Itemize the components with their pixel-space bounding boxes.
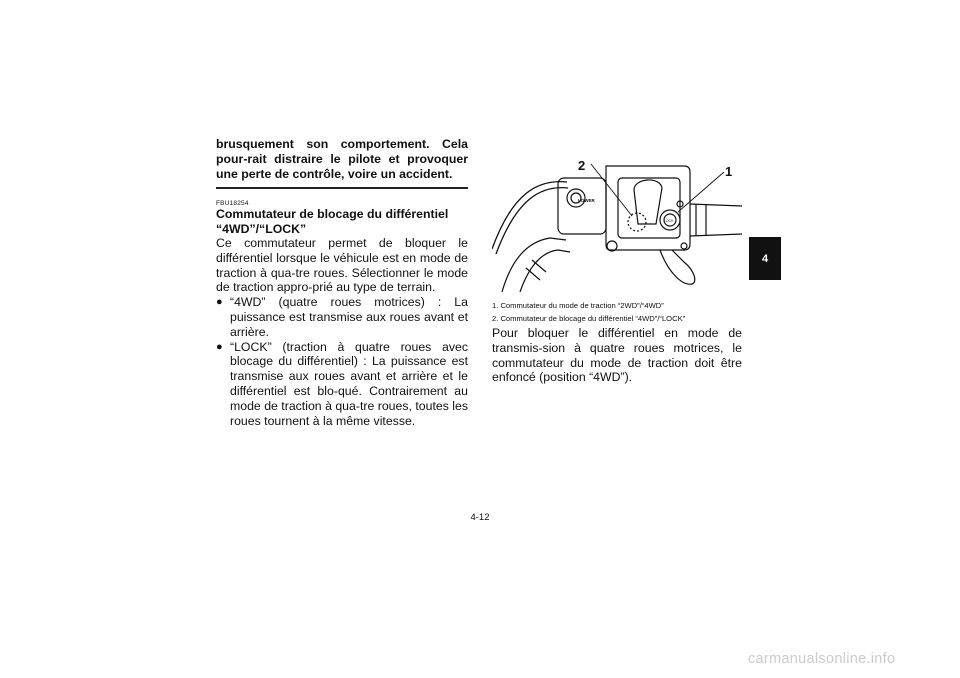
bullet-icon: ● — [216, 296, 223, 309]
list-item — [216, 340, 468, 429]
figure-captions — [492, 299, 752, 325]
callout-2: 2 — [578, 158, 586, 173]
list-item-text: “4WD” (quatre roues motrices) : La puissance est transmise aux roues avant et arrière. — [230, 295, 468, 339]
chapter-tab: 4 — [749, 237, 781, 280]
section-code: FBU18254 — [216, 200, 249, 207]
caption-2: 2. Commutateur de blocage du différentiel “4WD”/“LOCK” — [492, 314, 686, 323]
lower-label: LOWER — [578, 198, 595, 203]
section-title — [216, 207, 468, 236]
handlebar-switch-illustration — [492, 154, 742, 292]
section-title-line1: Commutateur de blocage du différentiel — [216, 207, 449, 221]
callout-1: 1 — [725, 164, 733, 179]
lock-label: LOCK — [664, 219, 674, 223]
intro-paragraph: Ce commutateur permet de bloquer le différentiel lorsque le véhicule est en mode de traction à qua-tre roues. Sélectionner le mode de traction appro-prié au type de terrain. — [216, 236, 468, 295]
bullet-icon: ● — [216, 340, 223, 353]
list-item — [216, 295, 468, 339]
mode-list — [216, 295, 468, 428]
right-column — [492, 326, 742, 385]
watermark: carmanualsonline.info — [748, 651, 896, 667]
lock-instruction-paragraph: Pour bloquer le différentiel en mode de transmis-sion à quatre roues motrices, le commutateur du mode de traction doit être enfoncé (position “4WD”). — [492, 326, 742, 385]
list-item-text: “LOCK” (traction à quatre roues avec blocage du différentiel) : La puissance est transmise aux roues avant et arrière et le différentiel est blo-qué. Contrairement au mode de traction à qua-tre roues, toutes les roues tournent à la même vitesse. — [230, 339, 468, 428]
caption-1: 1. Commutateur du mode de traction “2WD”/“4WD” — [492, 301, 664, 310]
handlebar-switch-drawing — [492, 154, 742, 292]
warning-end-rule — [216, 187, 468, 189]
page-number: 4-12 — [470, 512, 490, 523]
warning-continuation: brusquement son comportement. Cela pour-rait distraire le pilote et provoquer une perte de contrôle, voire un accident. — [216, 137, 468, 181]
left-column — [216, 137, 468, 428]
section-title-line2: “4WD”/“LOCK” — [216, 221, 307, 236]
